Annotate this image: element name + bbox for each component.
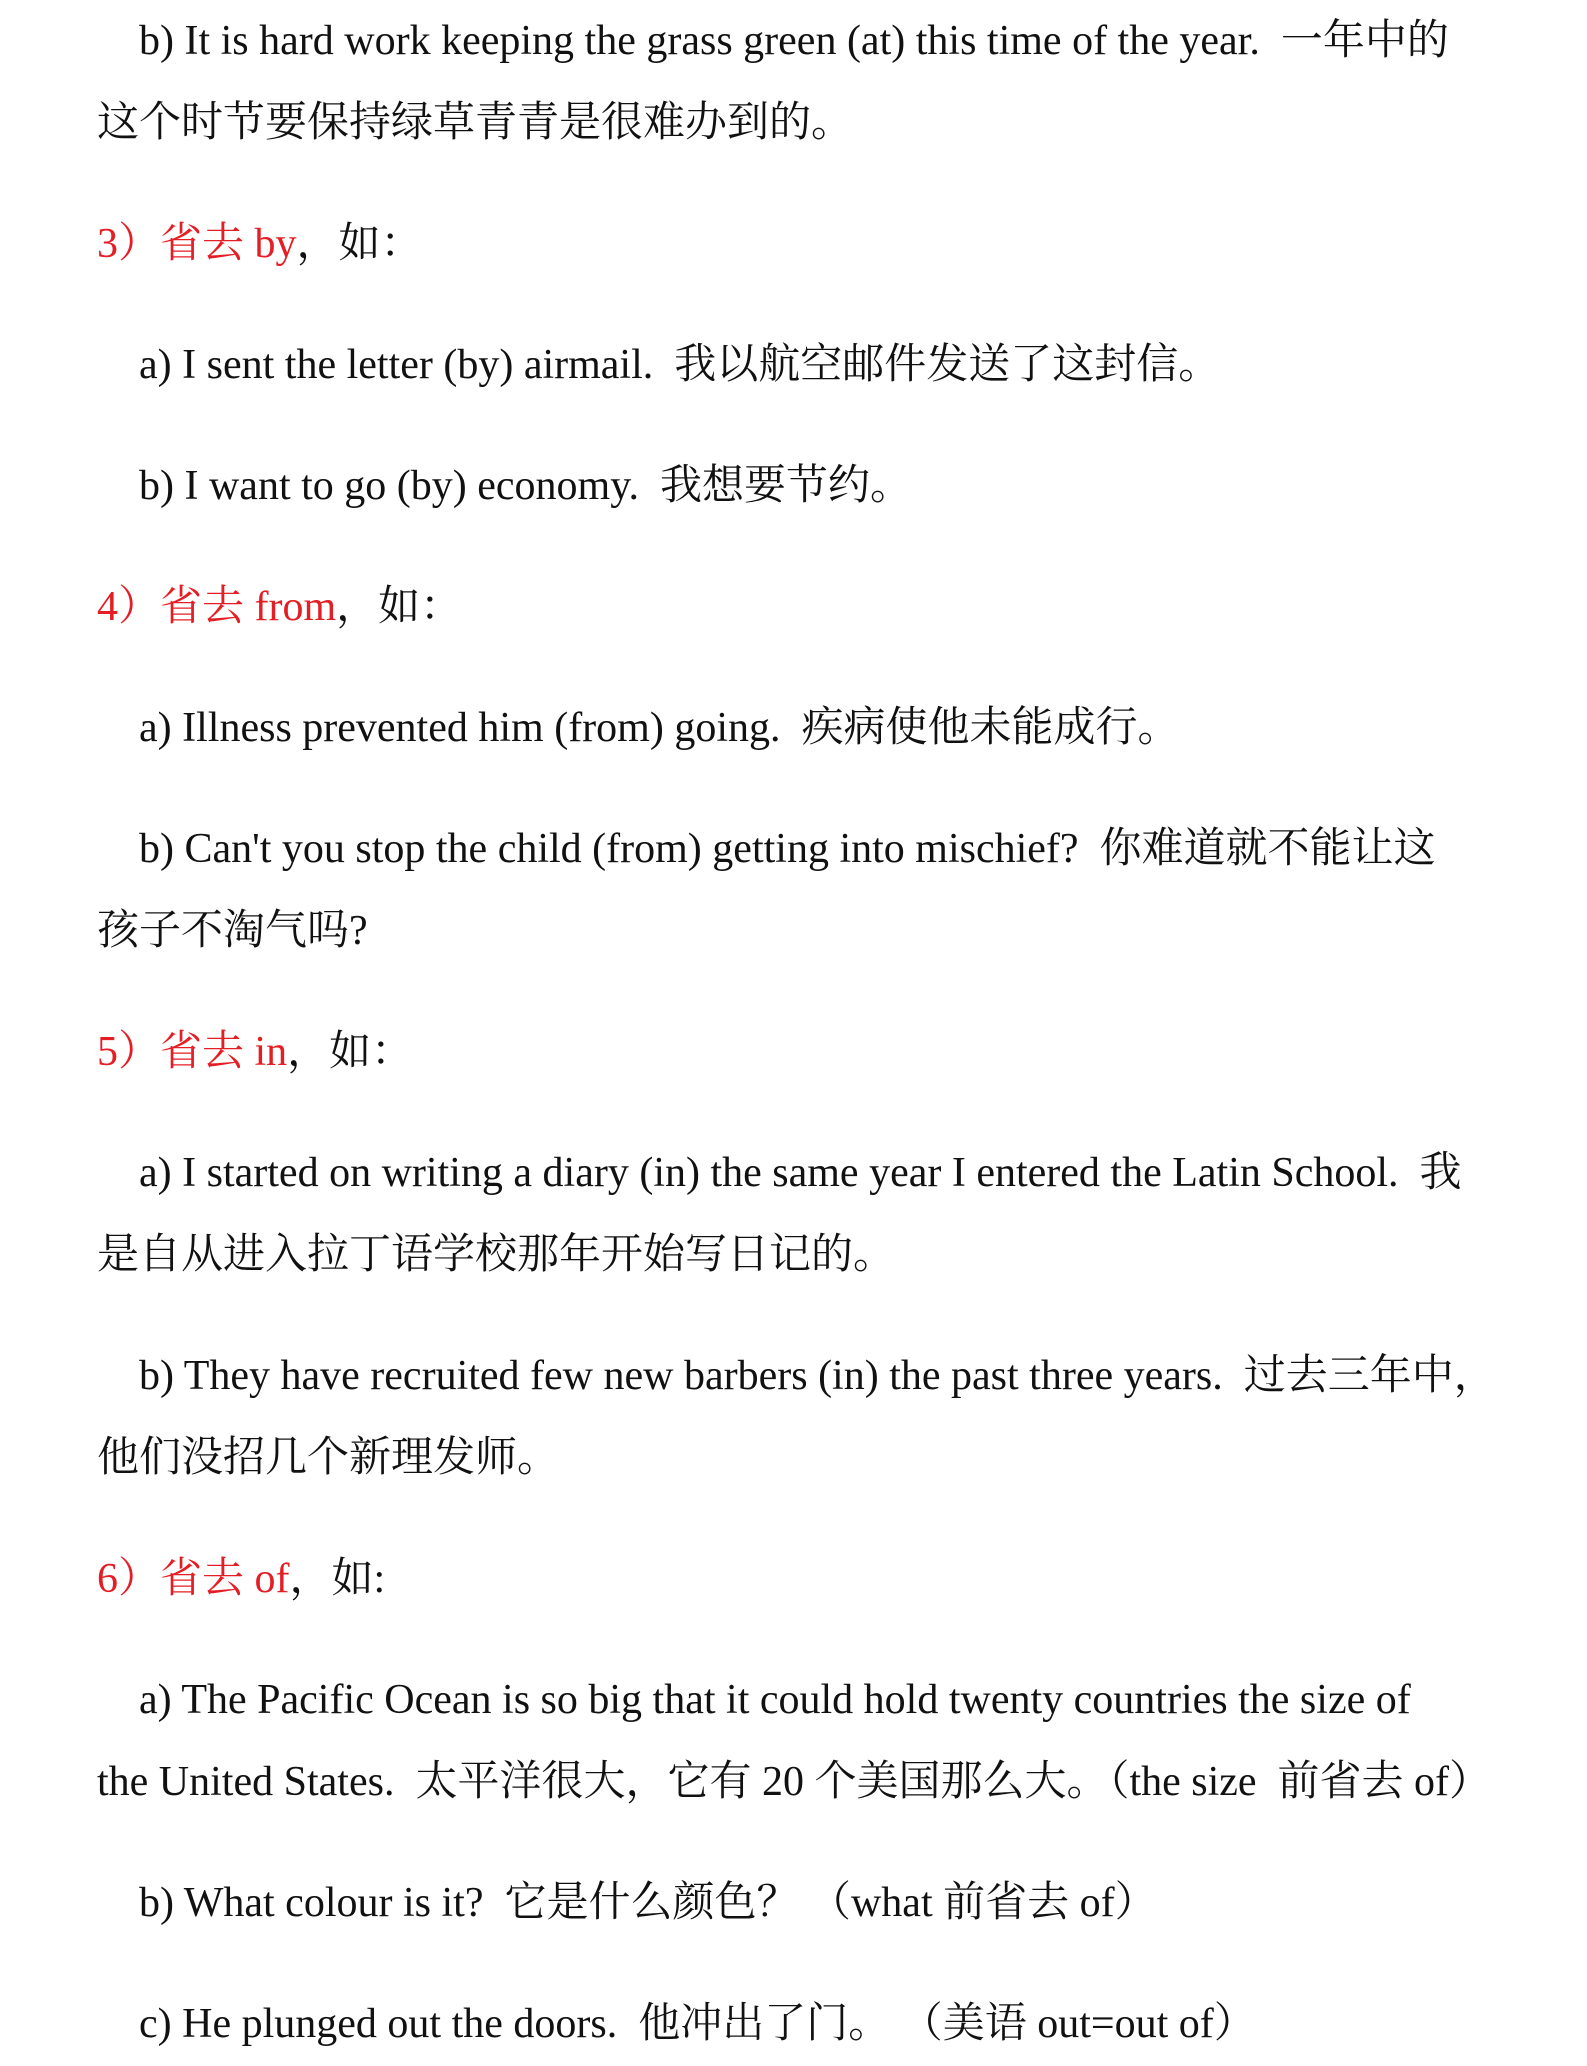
- section-heading-of: [97, 1538, 1587, 1620]
- heading-label: 5）省去 in: [97, 1029, 288, 1075]
- example-line: a) I started on writing a diary (in) the same year I entered the Latin School. 我: [139, 1150, 1462, 1196]
- example-from-going: [97, 687, 1587, 769]
- heading-line: [97, 203, 1557, 285]
- example-line-continuation: 他们没招几个新理发师。: [97, 1435, 560, 1481]
- heading-label: 4）省去 from: [97, 584, 337, 630]
- example-line: b) It is hard work keeping the grass green (at) this time of the year. 一年中的: [139, 18, 1449, 64]
- example-line: b) What colour is it? 它是什么颜色？ （what 前省去 of）: [139, 1880, 1157, 1926]
- example-line: b) Can't you stop the child (from) getting into mischief? 你难道就不能让这: [139, 826, 1436, 872]
- example-of-out: [97, 1983, 1587, 2065]
- example-from-mischief: [97, 808, 1587, 972]
- heading-label: 3）省去 by: [97, 221, 297, 267]
- heading-suffix: ，如:: [289, 1556, 386, 1602]
- example-line: a) The Pacific Ocean is so big that it could hold twenty countries the size of: [139, 1677, 1411, 1723]
- example-line: a) Illness prevented him (from) going. 疾病使他未能成行。: [139, 705, 1180, 751]
- example-line: a) I sent the letter (by) airmail. 我以航空邮件发送了这封信。: [139, 342, 1221, 388]
- section-heading-from: [97, 566, 1587, 648]
- example-in-past-years: [97, 1335, 1587, 1499]
- heading-line: [97, 1538, 1557, 1620]
- example-of-colour: [97, 1862, 1587, 1944]
- example-line-continuation: 孩子不淘气吗?: [97, 908, 368, 954]
- heading-suffix: ，如：: [287, 1029, 414, 1075]
- example-line: b) I want to go (by) economy. 我想要节约。: [139, 463, 912, 509]
- heading-label: 6）省去 of: [97, 1556, 290, 1602]
- section-heading-by: [97, 203, 1587, 285]
- example-line-continuation: the United States. 太平洋很大，它有 20 个美国那么大。（the size 前省去 of）: [97, 1759, 1492, 1805]
- example-line: b) They have recruited few new barbers (in) the past three years. 过去三年中，: [139, 1353, 1496, 1399]
- example-line-continuation: 这个时节要保持绿草青青是很难办到的。: [97, 100, 854, 146]
- heading-suffix: ，如：: [336, 584, 463, 630]
- example-of-size: [97, 1659, 1587, 1823]
- example-in-same-year: [97, 1132, 1587, 1296]
- heading-line: [97, 1011, 1557, 1093]
- example-line-continuation: 是自从进入拉丁语学校那年开始写日记的。: [97, 1232, 896, 1278]
- heading-line: [97, 566, 1557, 648]
- example-by-airmail: [97, 324, 1587, 406]
- example-by-economy: [97, 445, 1587, 527]
- heading-suffix: ，如：: [296, 221, 423, 267]
- section-heading-in: [97, 1011, 1587, 1093]
- example-at-time-of-year: [97, 0, 1587, 164]
- example-line: c) He plunged out the doors. 他冲出了门。 （美语 out=out of）: [139, 2001, 1256, 2047]
